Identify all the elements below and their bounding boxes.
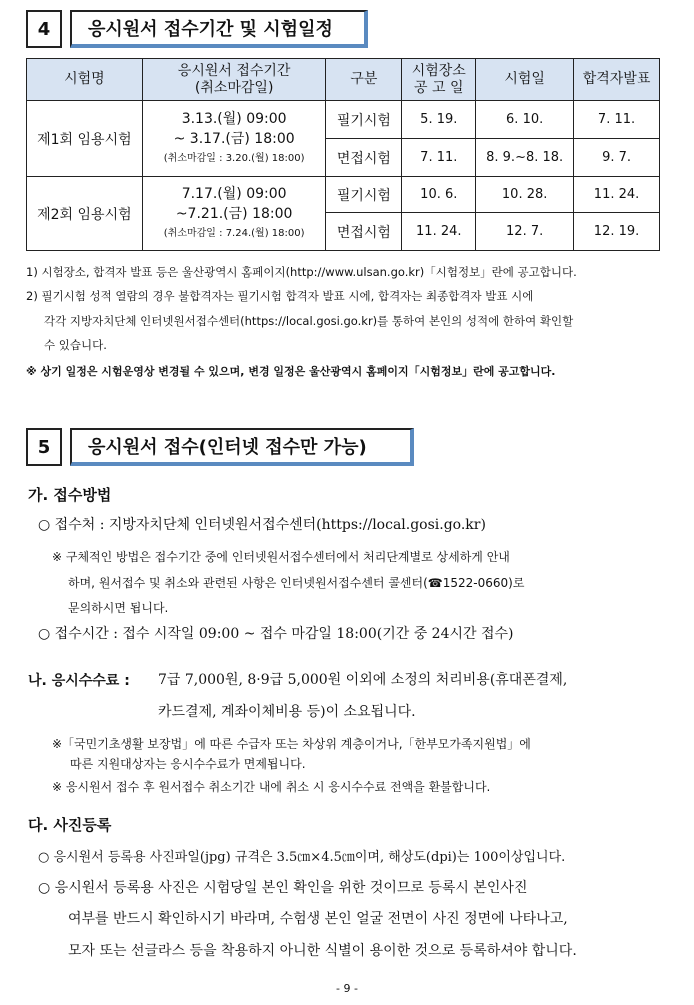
- ga-line-2: ※ 구체적인 방법은 접수기간 중에 인터넷원서접수센터에서 처리단계별로 상세하게 안내: [52, 550, 510, 564]
- notice-date: 10. 6.: [402, 177, 476, 213]
- ga-line-1: ○ 접수처 : 지방자치단체 인터넷원서접수센터(https://local.gosi.go.kr): [38, 517, 486, 533]
- section-number: 4: [26, 10, 62, 48]
- period-end: ~ 3.17.(금) 18:00: [173, 130, 295, 147]
- schedule-table: [26, 58, 660, 251]
- notice-date: 11. 24.: [402, 213, 476, 251]
- header-period: [142, 59, 326, 101]
- exam-date: 8. 9.~8. 18.: [476, 139, 574, 177]
- section-title: 응시원서 접수(인터넷 접수만 가능): [70, 428, 414, 466]
- note-1: 1) 시험장소, 합격자 발표 등은 울산광역시 홈페이지(http://www.ulsan.go.kr)「시험정보」란에 공고합니다.: [26, 265, 577, 279]
- table-row: [27, 101, 660, 139]
- header-type: 구분: [326, 59, 402, 101]
- da-line-4: 모자 또는 선글라스 등을 착용하지 아니한 식별이 용이한 것으로 등록하셔야 합니다.: [68, 943, 577, 959]
- header-exam-date: 시험일: [476, 59, 574, 101]
- subsection-ga-title: 가. 접수방법: [28, 486, 112, 504]
- ga-line-5: ○ 접수시간 : 접수 시작일 09:00 ~ 접수 마감일 18:00(기간 중 24시간 접수): [38, 626, 514, 642]
- section-4-header: [26, 10, 368, 48]
- exam-type: 면접시험: [326, 213, 402, 251]
- table-header-row: [27, 59, 660, 101]
- cancel-deadline: (취소마감일 : 3.20.(월) 18:00): [163, 152, 305, 164]
- na-line-4: 따른 지원대상자는 응시수수료가 면제됩니다.: [70, 757, 306, 771]
- header-period-line2: (취소마감일): [194, 79, 274, 96]
- section-5-header: [26, 428, 414, 466]
- round-period: [142, 101, 326, 177]
- page-number: - 9 -: [336, 982, 358, 995]
- round-period: [142, 177, 326, 251]
- note-2-line3: 수 있습니다.: [44, 338, 107, 352]
- header-notice: 시험장소 공 고 일: [402, 59, 476, 101]
- ga-line-4: 문의하시면 됩니다.: [68, 601, 169, 615]
- da-line-1: ○ 응시원서 등록용 사진파일(jpg) 규격은 3.5㎝×4.5㎝이며, 해상도(dpi)는 100이상입니다.: [38, 850, 566, 865]
- exam-date: 12. 7.: [476, 213, 574, 251]
- exam-type: 필기시험: [326, 177, 402, 213]
- cancel-deadline: (취소마감일 : 7.24.(월) 18:00): [163, 227, 305, 239]
- header-period-line1: 응시원서 접수기간: [177, 62, 291, 79]
- table-row: [27, 177, 660, 213]
- exam-date: 6. 10.: [476, 101, 574, 139]
- ga-line-3: 하며, 원서접수 및 취소와 관련된 사항은 인터넷원서접수센터 콜센터(☎1522-0660)로: [68, 576, 525, 590]
- section-title: 응시원서 접수기간 및 시험일정: [70, 10, 368, 48]
- note-2-line2: 각각 지방자치단체 인터넷원서접수센터(https://local.gosi.go.kr)를 통하여 본인의 성적에 한하여 확인할: [44, 314, 574, 328]
- schedule-change-warning: ※ 상기 일정은 시험운영상 변경될 수 있으며, 변경 일정은 울산광역시 홈페이지「시험정보」란에 공고합니다.: [26, 365, 556, 378]
- na-line-3: ※「국민기초생활 보장법」에 따른 수급자 또는 차상위 계층이거나,「한부모가족지원법」에: [52, 737, 531, 751]
- na-line-5: ※ 응시원서 접수 후 원서접수 취소기간 내에 취소 시 응시수수료 전액을 환불합니다.: [52, 780, 491, 794]
- subsection-da-title: 다. 사진등록: [28, 816, 112, 834]
- result-date: 9. 7.: [574, 139, 660, 177]
- period-end: ~7.21.(금) 18:00: [175, 205, 293, 222]
- result-date: 7. 11.: [574, 101, 660, 139]
- note-2-line1: 2) 필기시험 성적 열람의 경우 불합격자는 필기시험 합격자 발표 시에, 합격자는 최종합격자 발표 시에: [26, 289, 534, 303]
- notice-date: 7. 11.: [402, 139, 476, 177]
- na-line-2: 카드결제, 계좌이체비용 등)이 소요됩니다.: [158, 704, 416, 720]
- na-line-1: 7급 7,000원, 8·9급 5,000원 이외에 소정의 처리비용(휴대폰결제,: [158, 672, 568, 688]
- period-start: 7.17.(월) 09:00: [181, 185, 287, 202]
- da-line-2: ○ 응시원서 등록용 사진은 시험당일 본인 확인을 위한 것이므로 등록시 본인사진: [38, 880, 528, 896]
- header-result: 합격자발표: [574, 59, 660, 101]
- exam-date: 10. 28.: [476, 177, 574, 213]
- subsection-na-label: 나. 응시수수료 :: [28, 673, 130, 689]
- round-name: 제1회 임용시험: [27, 101, 143, 177]
- section-number: 5: [26, 428, 62, 466]
- round-name: 제2회 임용시험: [27, 177, 143, 251]
- result-date: 12. 19.: [574, 213, 660, 251]
- da-line-3: 여부를 반드시 확인하시기 바라며, 수험생 본인 얼굴 전면이 사진 정면에 나타나고,: [68, 911, 568, 927]
- result-date: 11. 24.: [574, 177, 660, 213]
- exam-type: 면접시험: [326, 139, 402, 177]
- exam-type: 필기시험: [326, 101, 402, 139]
- notice-date: 5. 19.: [402, 101, 476, 139]
- period-start: 3.13.(월) 09:00: [181, 110, 287, 127]
- header-exam-name: 시험명: [27, 59, 143, 101]
